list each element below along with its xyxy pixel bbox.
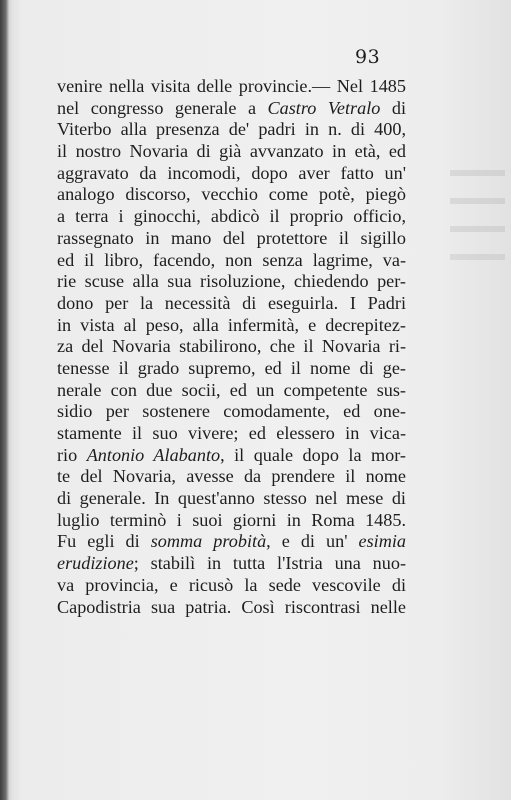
text-line — [57, 228, 406, 250]
text-segment: va provincia, e ricusò la sede vescovile di — [57, 574, 406, 595]
text-line — [57, 119, 406, 141]
text-segment: , e di un' — [266, 531, 359, 552]
text-segment: di generale. In quest'anno stesso nel mese di — [57, 488, 406, 509]
text-segment: , il quale dopo la mor- — [220, 444, 406, 465]
text-segment: ed il libro, facendo, non senza lagrime, va- — [57, 249, 406, 270]
text-line — [57, 488, 406, 510]
text-line — [57, 184, 406, 206]
text-line — [57, 358, 406, 380]
text-segment: Fu egli di — [57, 531, 151, 552]
text-line — [57, 553, 406, 575]
text-line — [57, 163, 406, 185]
text-segment: rassegnato in mano del protettore il sigillo — [57, 227, 406, 248]
text-line — [57, 423, 406, 445]
text-segment: ; stabilì in tutta l'Istria una nuo- — [133, 553, 406, 574]
page-gutter-shadow — [0, 0, 9, 800]
text-line — [57, 531, 406, 553]
text-segment: in vista al peso, alla infermità, e decrepitez- — [57, 314, 406, 335]
text-segment: nel congresso generale a — [57, 97, 268, 118]
text-segment: Capodistria sua patria. Così riscontrasi nelle — [57, 596, 406, 617]
text-line — [57, 98, 406, 120]
text-segment: te del Novaria, avesse da prendere il nome — [57, 466, 406, 487]
text-segment: stamente il suo vivere; ed elessero in vica- — [57, 423, 406, 443]
text-line — [57, 466, 406, 488]
text-segment: nerale con due socii, ed un competente sus- — [57, 379, 406, 400]
text-line — [57, 206, 406, 228]
text-line — [57, 76, 406, 98]
text-segment: rie scuse alla sua risoluzione, chiedendo per- — [57, 271, 406, 292]
text-line — [57, 336, 406, 358]
text-line — [57, 510, 406, 532]
text-segment: sidio per sostenere comodamente, ed one- — [57, 401, 406, 422]
italic-text: erudizione — [57, 553, 134, 574]
text-segment: Viterbo alla presenza de' padri in n. di 400, — [57, 119, 406, 140]
text-segment: aggravato da incomodi, dopo aver fatto un' — [57, 162, 406, 183]
italic-text: Antonio Alabanto — [86, 444, 221, 465]
bleed-through-marks — [450, 170, 505, 320]
italic-text: esimia — [358, 531, 407, 552]
body-text — [57, 76, 406, 618]
text-segment: rio — [57, 444, 87, 465]
text-line — [57, 141, 406, 163]
text-segment: venire nella visita delle provincie.— Nel 1485 — [57, 76, 406, 96]
page-edge — [441, 0, 511, 800]
text-line — [57, 315, 406, 337]
text-segment: il nostro Novaria di già avvanzato in età, ed — [57, 141, 406, 162]
text-line — [57, 380, 406, 402]
text-line — [57, 293, 406, 315]
text-line — [57, 575, 406, 597]
italic-text: Castro Vetralo — [267, 97, 381, 118]
text-segment: analogo discorso, vecchio come potè, piegò — [57, 184, 406, 205]
text-segment: di — [380, 97, 406, 118]
text-segment: tenesse il grado supremo, ed il nome di ge- — [57, 357, 406, 378]
text-line — [57, 445, 406, 467]
text-line — [57, 271, 406, 293]
text-line — [57, 597, 406, 619]
text-segment: dono per la necessità di eseguirla. I Padri — [57, 292, 406, 313]
text-segment: za del Novaria stabilirono, che il Novaria ri- — [57, 336, 406, 357]
italic-text: somma probità — [150, 531, 267, 552]
text-segment: a terra i ginocchi, abdicò il proprio officio, — [57, 206, 406, 227]
text-line — [57, 401, 406, 423]
text-segment: luglio terminò i suoi giorni in Roma 1485. — [57, 509, 406, 530]
text-line — [57, 250, 406, 272]
page-number: 93 — [355, 46, 381, 68]
